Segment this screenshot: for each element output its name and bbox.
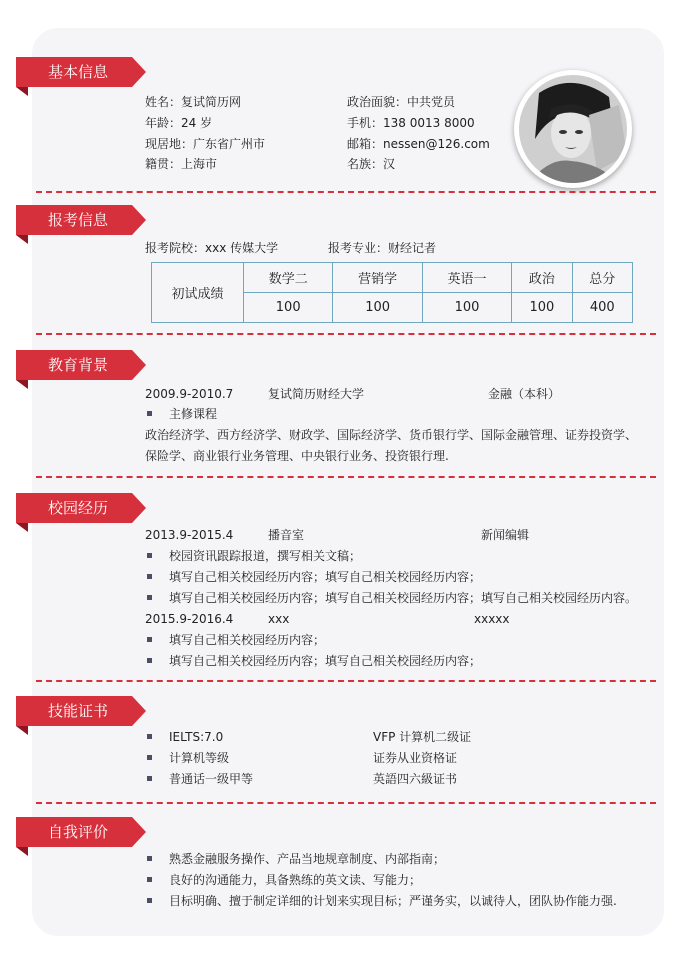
self-item: 目标明确、擅于制定详细的计划来实现目标；严谨务实，以诚待人，团队协作能力强.: [169, 894, 617, 908]
bullet: [147, 637, 152, 642]
exam-school: 报考院校：xxx 传媒大学: [145, 241, 279, 255]
bullet: [147, 411, 152, 416]
section-title-education: 教育背景: [48, 356, 109, 374]
skill-item: 普通话一级甲等: [169, 772, 254, 786]
bullet: [147, 574, 152, 579]
skill-item: IELTS:7.0: [169, 730, 224, 744]
edu-courses-line: 政治经济学、西方经济学、财政学、国际经济学、货币银行学、国际金融管理、证券投资学、: [145, 428, 638, 442]
skill-item: 英語四六級证书: [373, 772, 458, 786]
subject-header: 营销学: [333, 263, 422, 293]
section-header-education: [16, 350, 146, 380]
campus-item: 填写自己相关校园经历内容；: [169, 633, 326, 647]
bullet: [147, 856, 152, 861]
score-cell: 400: [572, 293, 632, 323]
section-title-skills: 技能证书: [48, 702, 109, 720]
campus-item: 填写自己相关校园经历内容；填写自己相关校园经历内容；填写自己相关校园经历内容。: [169, 591, 638, 605]
section-header-campus: [16, 493, 146, 523]
edu-courses-line: 保险学、商业银行业务管理、中央银行业务、投资银行理.: [145, 449, 449, 463]
campus-item: 校园资讯跟踪报道，撰写相关文稿；: [169, 549, 362, 563]
section-title-campus: 校园经历: [48, 499, 109, 517]
basic-origin: 籍贯：上海市: [145, 157, 218, 171]
bullet: [147, 734, 152, 739]
skill-item: 计算机等级: [169, 751, 230, 765]
subject-header: 英语一: [422, 263, 511, 293]
edu-degree: 金融（本科）: [488, 387, 561, 401]
campus-org: 播音室: [268, 528, 305, 542]
edu-school: 复试简历财经大学: [268, 387, 365, 401]
bullet: [147, 553, 152, 558]
profile-photo: [514, 70, 632, 188]
skill-item: 证券从业资格证: [373, 751, 458, 765]
campus-period: 2013.9-2015.4: [145, 528, 234, 542]
section-header-skills: [16, 696, 146, 726]
edu-period: 2009.9-2010.7: [145, 387, 234, 401]
subject-header: 政治: [512, 263, 572, 293]
section-header-exam: [16, 205, 146, 235]
divider: [36, 802, 656, 804]
skill-item: VFP 计算机二级证: [373, 730, 472, 744]
divider: [36, 476, 656, 478]
score-cell: 100: [244, 293, 333, 323]
score-cell: 100: [512, 293, 572, 323]
basic-phone: 手机：138 0013 8000: [347, 116, 475, 130]
bullet: [147, 877, 152, 882]
basic-residence: 现居地：广东省广州市: [145, 137, 266, 151]
bullet: [147, 658, 152, 663]
score-cell: 100: [422, 293, 511, 323]
bullet: [147, 755, 152, 760]
basic-politics: 政治面貌：中共党员: [347, 95, 456, 109]
section-title-exam: 报考信息: [48, 211, 109, 229]
basic-ethnicity: 名族：汉: [347, 157, 396, 171]
campus-role: xxxxx: [474, 612, 510, 626]
basic-email: 邮箱：nessen@126.com: [347, 137, 490, 151]
section-header-self: [16, 817, 146, 847]
bullet: [147, 595, 152, 600]
self-item: 熟悉金融服务操作、产品当地规章制度、内部指南；: [169, 852, 446, 866]
campus-role: 新闻编辑: [481, 528, 530, 542]
section-title-basic: 基本信息: [48, 63, 109, 81]
campus-item: 填写自己相关校园经历内容；填写自己相关校园经历内容；: [169, 654, 482, 668]
score-cell: 100: [333, 293, 422, 323]
score-table: [151, 262, 633, 323]
section-header-basic: [16, 57, 146, 87]
basic-name: 姓名：复试简历网: [145, 95, 242, 109]
campus-item: 填写自己相关校园经历内容；填写自己相关校园经历内容；: [169, 570, 482, 584]
exam-major: 报考专业：财经记者: [328, 241, 437, 255]
bullet: [147, 776, 152, 781]
divider: [36, 191, 656, 193]
section-title-self: 自我评价: [48, 823, 109, 841]
basic-age: 年龄：24 岁: [145, 116, 213, 130]
subject-header: 总分: [572, 263, 632, 293]
campus-org: xxx: [268, 612, 290, 626]
divider: [36, 333, 656, 335]
divider: [36, 680, 656, 682]
subject-header: 数学二: [244, 263, 333, 293]
self-item: 良好的沟通能力，具备熟练的英文读、写能力；: [169, 873, 422, 887]
edu-courses-label: 主修课程: [169, 407, 218, 421]
campus-period: 2015.9-2016.4: [145, 612, 234, 626]
score-row-label: 初试成绩: [152, 263, 244, 323]
bullet: [147, 898, 152, 903]
